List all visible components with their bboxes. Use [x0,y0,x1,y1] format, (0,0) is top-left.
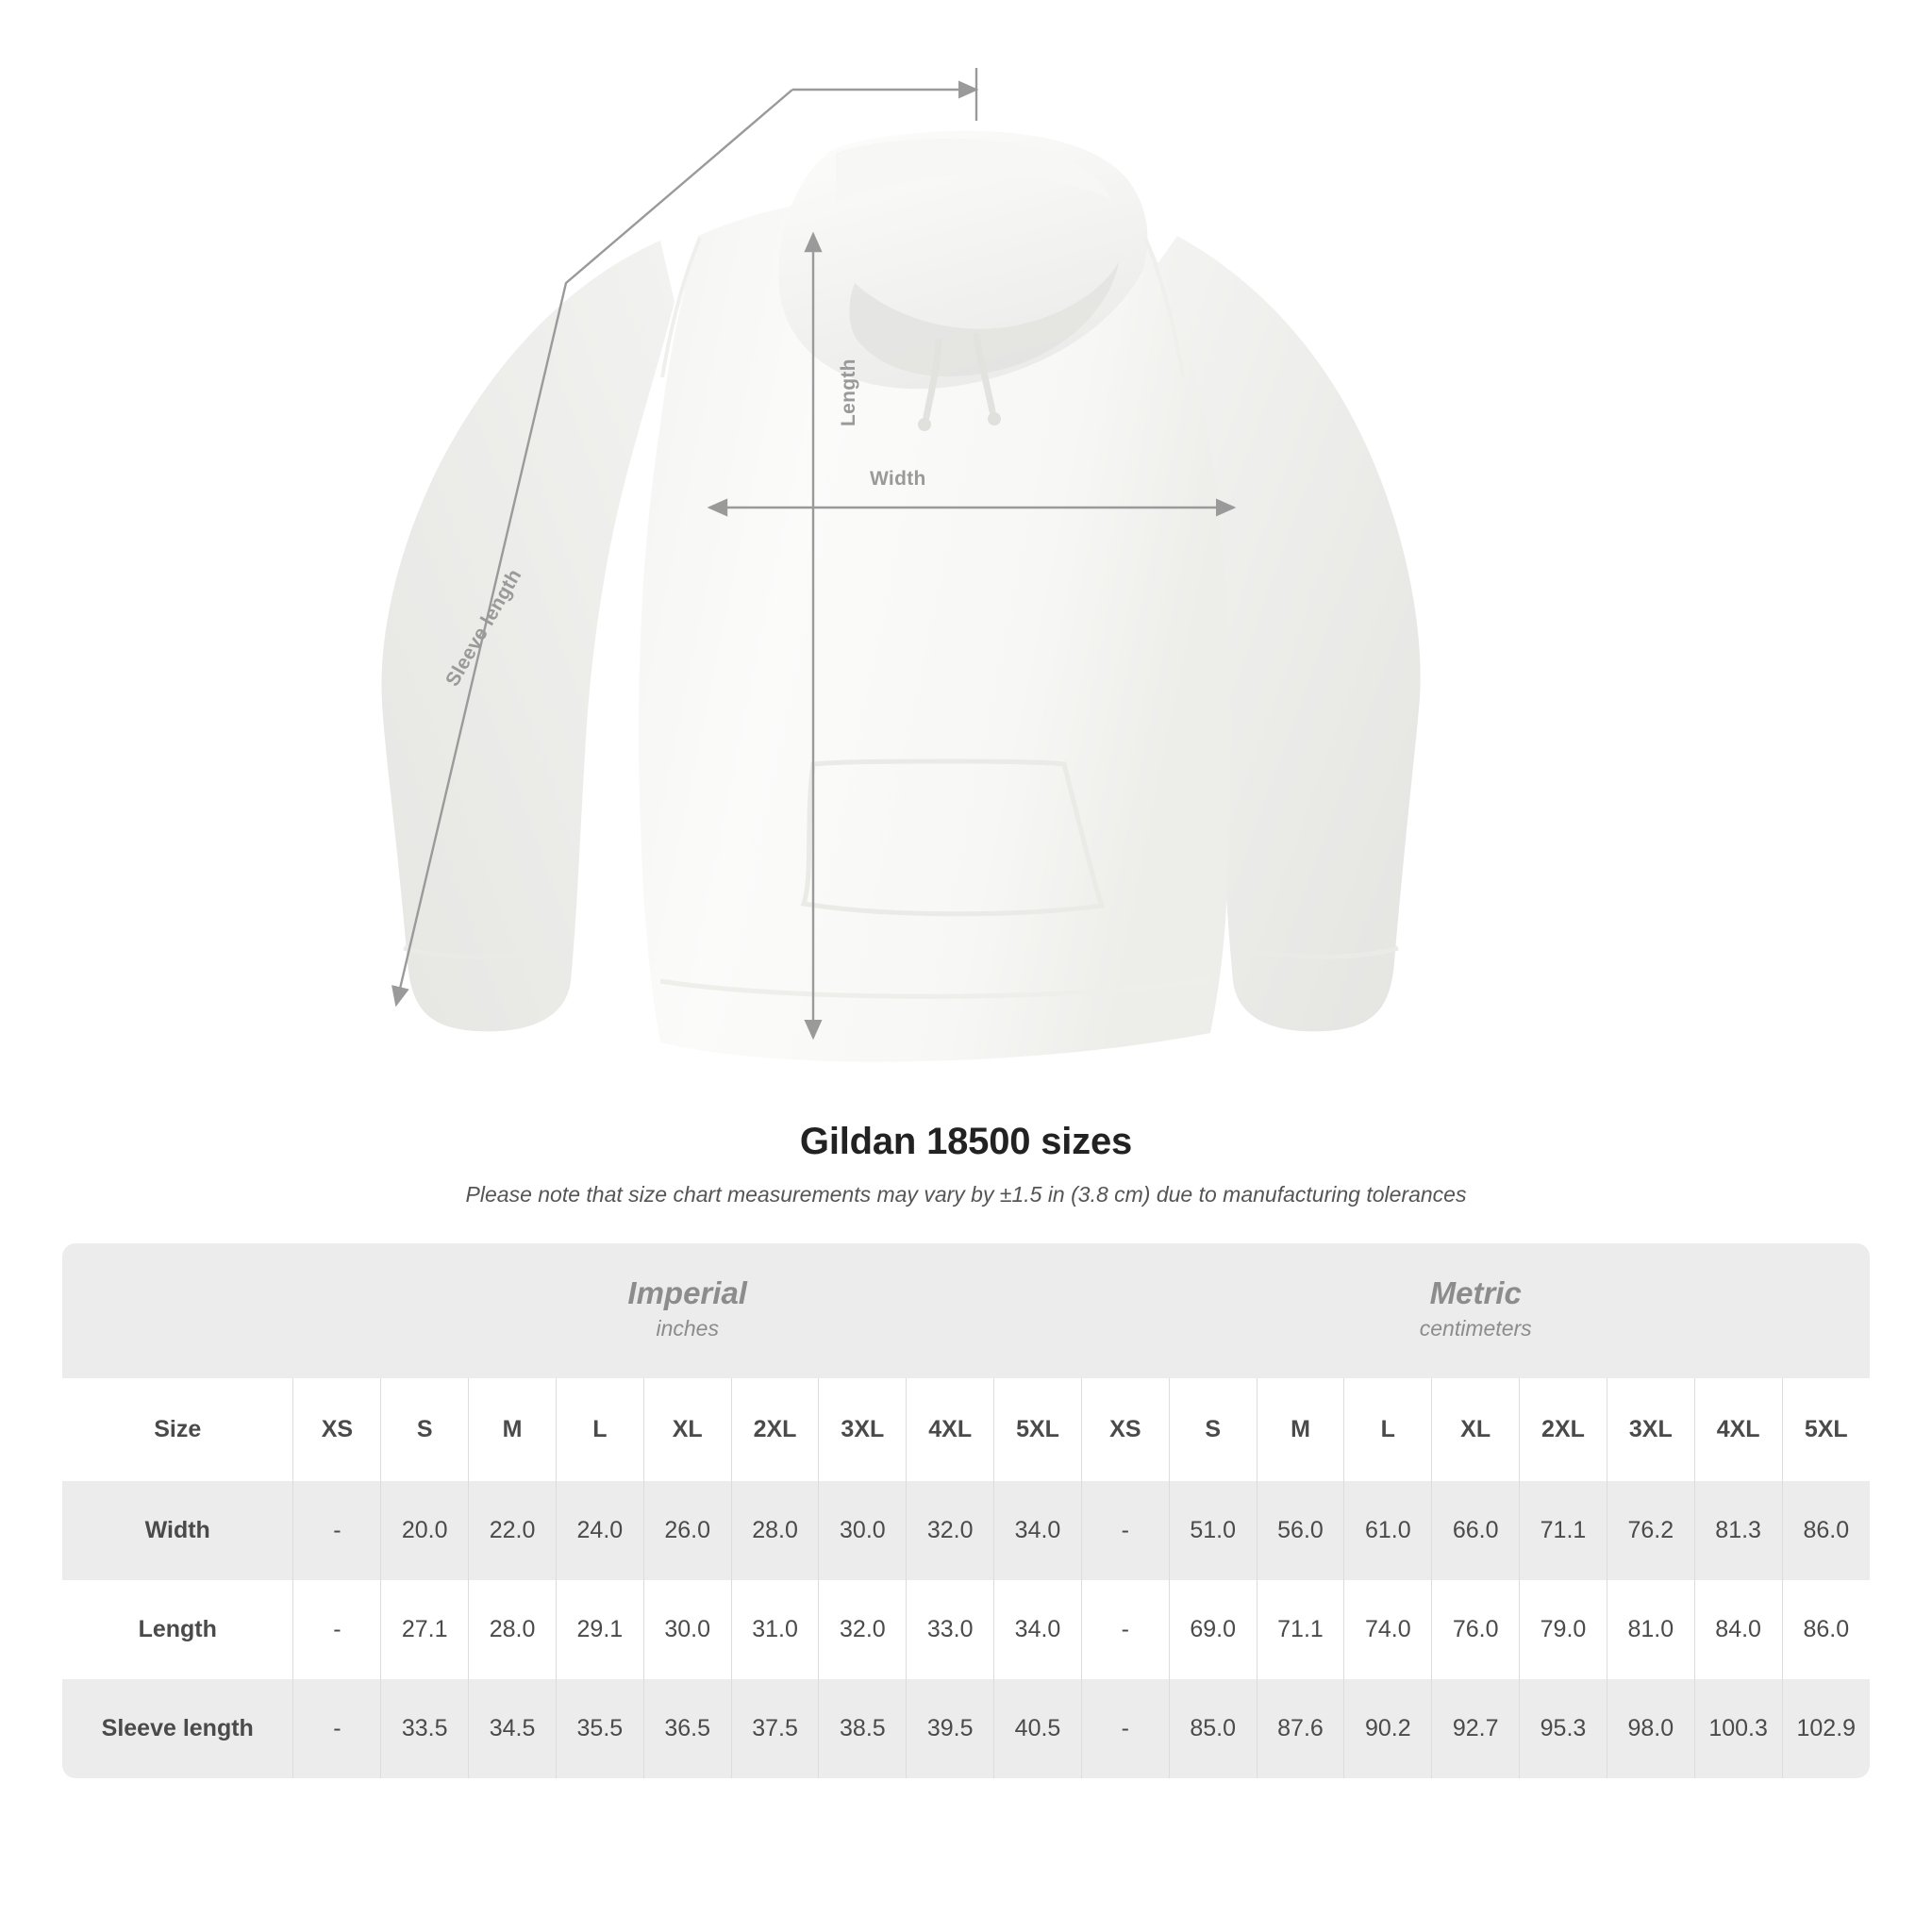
row-label-sleeve-length: Sleeve length [62,1679,293,1778]
cell-length-met-5xl: 86.0 [1782,1580,1870,1679]
unit-metric-sub: centimeters [1419,1315,1532,1341]
size-col-imperial-m: M [469,1378,557,1481]
cell-sleeve-met-s: 85.0 [1169,1679,1257,1778]
cell-length-imp-2xl: 31.0 [731,1580,819,1679]
cell-width-met-s: 51.0 [1169,1481,1257,1580]
cell-width-imp-xl: 26.0 [643,1481,731,1580]
size-col-imperial-5xl: 5XL [994,1378,1082,1481]
cell-width-met-3xl: 76.2 [1607,1481,1694,1580]
page-title: Gildan 18500 sizes [799,1121,1133,1162]
cell-sleeve-imp-l: 35.5 [556,1679,643,1778]
unit-group-imperial [293,1243,1081,1378]
cell-width-imp-m: 22.0 [469,1481,557,1580]
cell-sleeve-met-xl: 92.7 [1432,1679,1520,1778]
cell-sleeve-imp-4xl: 39.5 [907,1679,994,1778]
cell-width-imp-l: 24.0 [556,1481,643,1580]
unit-header-row [62,1243,1870,1378]
cell-width-met-xl: 66.0 [1432,1481,1520,1580]
cell-width-imp-2xl: 28.0 [731,1481,819,1580]
unit-imperial-sub: inches [656,1315,719,1341]
cell-length-imp-s: 27.1 [381,1580,469,1679]
size-col-metric-xl: XL [1432,1378,1520,1481]
cell-length-imp-4xl: 33.0 [907,1580,994,1679]
size-col-metric-xs: XS [1081,1378,1169,1481]
cell-sleeve-imp-2xl: 37.5 [731,1679,819,1778]
cell-sleeve-met-xs: - [1081,1679,1169,1778]
cell-length-met-xs: - [1081,1580,1169,1679]
unit-imperial-name: Imperial [627,1275,747,1310]
cell-width-met-xs: - [1081,1481,1169,1580]
title-block [0,1121,1932,1208]
cell-sleeve-met-m: 87.6 [1257,1679,1344,1778]
length-label: Length [838,358,859,426]
cell-length-imp-3xl: 32.0 [819,1580,907,1679]
unit-metric-name: Metric [1429,1275,1522,1310]
cell-width-imp-s: 20.0 [381,1481,469,1580]
size-col-imperial-4xl: 4XL [907,1378,994,1481]
cell-width-met-5xl: 86.0 [1782,1481,1870,1580]
unit-spacer [62,1243,293,1378]
size-col-imperial-xl: XL [643,1378,731,1481]
row-label-width: Width [62,1481,293,1580]
cell-width-imp-xs: - [293,1481,381,1580]
size-header-row [62,1378,1870,1481]
cell-length-met-3xl: 81.0 [1607,1580,1694,1679]
cell-sleeve-imp-3xl: 38.5 [819,1679,907,1778]
cell-length-imp-xl: 30.0 [643,1580,731,1679]
table-row-length [62,1580,1870,1679]
cell-width-imp-5xl: 34.0 [994,1481,1082,1580]
cell-length-imp-l: 29.1 [556,1580,643,1679]
cell-sleeve-met-3xl: 98.0 [1607,1679,1694,1778]
size-col-metric-3xl: 3XL [1607,1378,1694,1481]
cell-width-met-2xl: 71.1 [1520,1481,1607,1580]
cell-width-met-m: 56.0 [1257,1481,1344,1580]
cell-width-met-l: 61.0 [1344,1481,1432,1580]
size-table-container [62,1243,1870,1778]
unit-group-metric [1081,1243,1870,1378]
table-row-sleeve-length [62,1679,1870,1778]
cell-length-met-m: 71.1 [1257,1580,1344,1679]
size-col-imperial-xs: XS [293,1378,381,1481]
cell-width-met-4xl: 81.3 [1694,1481,1782,1580]
size-col-imperial-3xl: 3XL [819,1378,907,1481]
cell-width-imp-3xl: 30.0 [819,1481,907,1580]
size-col-metric-4xl: 4XL [1694,1378,1782,1481]
size-col-metric-2xl: 2XL [1520,1378,1607,1481]
cell-length-imp-xs: - [293,1580,381,1679]
size-col-metric-l: L [1344,1378,1432,1481]
cell-length-met-s: 69.0 [1169,1580,1257,1679]
width-label: Width [870,468,926,490]
cell-sleeve-met-2xl: 95.3 [1520,1679,1607,1778]
cell-sleeve-imp-xl: 36.5 [643,1679,731,1778]
row-label-length: Length [62,1580,293,1679]
cell-length-met-2xl: 79.0 [1520,1580,1607,1679]
cell-length-met-4xl: 84.0 [1694,1580,1782,1679]
table-row-width [62,1481,1870,1580]
cell-sleeve-met-4xl: 100.3 [1694,1679,1782,1778]
size-header-cell: Size [62,1378,293,1481]
cell-sleeve-met-5xl: 102.9 [1782,1679,1870,1778]
size-col-metric-m: M [1257,1378,1344,1481]
size-col-imperial-l: L [556,1378,643,1481]
cell-length-met-l: 74.0 [1344,1580,1432,1679]
cell-width-imp-4xl: 32.0 [907,1481,994,1580]
cell-length-met-xl: 76.0 [1432,1580,1520,1679]
size-col-metric-s: S [1169,1378,1257,1481]
tolerance-note: Please note that size chart measurements may vary by ±1.5 in (3.8 cm) due to manufacturing tolerances [465,1182,1467,1207]
size-col-metric-5xl: 5XL [1782,1378,1870,1481]
cell-length-imp-m: 28.0 [469,1580,557,1679]
sleeve-length-label: Sleeve length [441,565,526,691]
size-col-imperial-s: S [381,1378,469,1481]
size-col-imperial-2xl: 2XL [731,1378,819,1481]
size-table [62,1243,1870,1778]
cell-sleeve-imp-5xl: 40.5 [994,1679,1082,1778]
cell-sleeve-met-l: 90.2 [1344,1679,1432,1778]
cell-sleeve-imp-xs: - [293,1679,381,1778]
cell-sleeve-imp-s: 33.5 [381,1679,469,1778]
cell-sleeve-imp-m: 34.5 [469,1679,557,1778]
hoodie-shape [381,131,1420,1062]
cell-length-imp-5xl: 34.0 [994,1580,1082,1679]
